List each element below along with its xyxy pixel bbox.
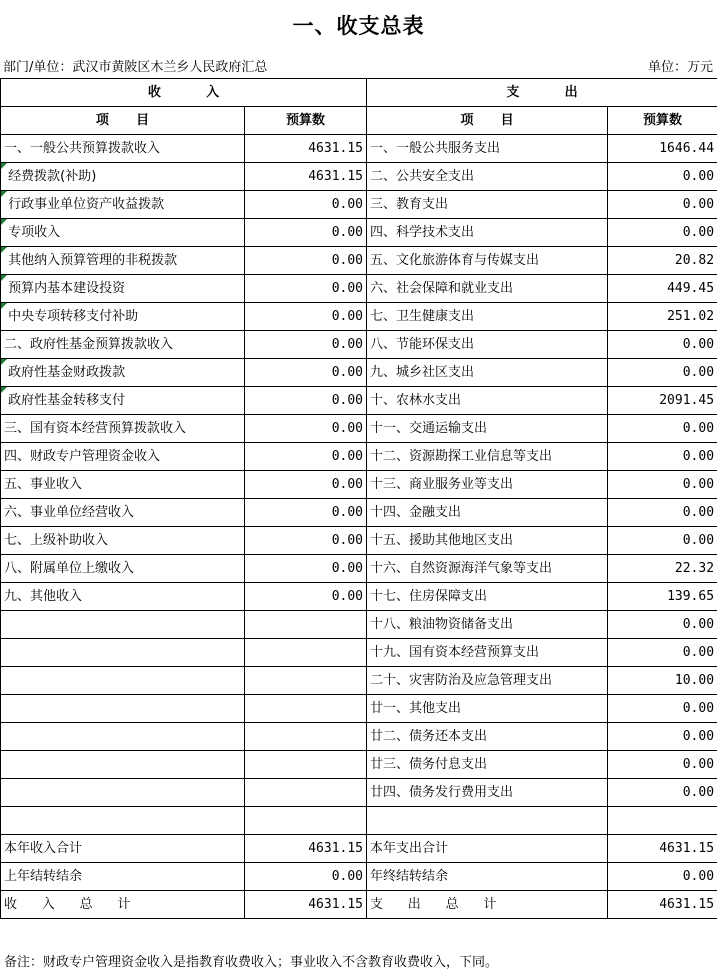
unit-label: 单位：万元 (647, 60, 713, 75)
expense-budget-value: 4631.15 (608, 891, 717, 919)
expense-item-name: 八、节能环保支出 (367, 331, 608, 359)
expense-budget-value: 0.00 (608, 499, 717, 527)
expense-item-name: 廿二、债务还本支出 (367, 723, 608, 751)
table-row (1, 639, 717, 667)
expense-item-name: 二、公共安全支出 (367, 163, 608, 191)
income-budget-value: 0.00 (245, 527, 367, 555)
expense-budget-value: 0.00 (608, 471, 717, 499)
income-item-name: 预算内基本建设投资 (1, 275, 245, 303)
income-budget-value: 0.00 (245, 303, 367, 331)
expense-item-name: 一、一般公共服务支出 (367, 135, 608, 163)
income-budget-value: 0.00 (245, 415, 367, 443)
section-header-row (1, 79, 717, 107)
income-budget-value (245, 807, 367, 835)
expense-item-name: 五、文化旅游体育与传媒支出 (367, 247, 608, 275)
income-item-name: 五、事业收入 (1, 471, 245, 499)
expense-budget-value: 0.00 (608, 359, 717, 387)
income-budget-value: 0.00 (245, 499, 367, 527)
income-item-name (1, 639, 245, 667)
table-row (1, 247, 717, 275)
income-item-name: 中央专项转移支付补助 (1, 303, 245, 331)
expense-item-name: 六、社会保障和就业支出 (367, 275, 608, 303)
income-item-name: 政府性基金财政拨款 (1, 359, 245, 387)
income-budget-value: 4631.15 (245, 135, 367, 163)
income-item-name (1, 751, 245, 779)
expense-item-name: 十、农林水支出 (367, 387, 608, 415)
income-budget-value: 0.00 (245, 387, 367, 415)
expense-item-name: 年终结转结余 (367, 863, 608, 891)
expense-budget-value: 0.00 (608, 191, 717, 219)
expense-item-header: 项 目 (367, 107, 608, 135)
income-budget-value (245, 611, 367, 639)
expense-item-name: 四、科学技术支出 (367, 219, 608, 247)
income-budget-value: 4631.15 (245, 891, 367, 919)
income-budget-value: 0.00 (245, 191, 367, 219)
table-row (1, 303, 717, 331)
table-row (1, 471, 717, 499)
table-row (1, 443, 717, 471)
expense-budget-value: 22.32 (608, 555, 717, 583)
table-row (1, 275, 717, 303)
table-row (1, 387, 717, 415)
expense-item-name: 二十、灾害防治及应急管理支出 (367, 667, 608, 695)
table-row (1, 555, 717, 583)
table-row (1, 219, 717, 247)
table-row (1, 891, 717, 919)
expense-item-name: 十九、国有资本经营预算支出 (367, 639, 608, 667)
income-budget-value: 0.00 (245, 443, 367, 471)
expense-item-name: 九、城乡社区支出 (367, 359, 608, 387)
income-budget-value: 0.00 (245, 331, 367, 359)
income-budget-value (245, 779, 367, 807)
expense-budget-value: 0.00 (608, 695, 717, 723)
income-section-header: 收 入 (1, 79, 367, 107)
income-item-name: 四、财政专户管理资金收入 (1, 443, 245, 471)
expense-item-name: 十八、粮油物资储备支出 (367, 611, 608, 639)
expense-budget-header: 预算数 (608, 107, 717, 135)
income-budget-value: 0.00 (245, 583, 367, 611)
expense-section-header: 支 出 (367, 79, 717, 107)
expense-budget-value: 251.02 (608, 303, 717, 331)
table-row (1, 779, 717, 807)
table-row (1, 583, 717, 611)
income-item-name: 六、事业单位经营收入 (1, 499, 245, 527)
expense-item-name: 十一、交通运输支出 (367, 415, 608, 443)
expense-budget-value: 0.00 (608, 723, 717, 751)
expense-budget-value: 0.00 (608, 443, 717, 471)
expense-budget-value: 1646.44 (608, 135, 717, 163)
income-item-header: 项 目 (1, 107, 245, 135)
income-item-name: 其他纳入预算管理的非税拨款 (1, 247, 245, 275)
expense-item-name: 本年支出合计 (367, 835, 608, 863)
income-item-name: 行政事业单位资产收益拨款 (1, 191, 245, 219)
income-item-name: 七、上级补助收入 (1, 527, 245, 555)
expense-budget-value: 0.00 (608, 639, 717, 667)
table-row (1, 163, 717, 191)
income-budget-value (245, 723, 367, 751)
expense-budget-value: 4631.15 (608, 835, 717, 863)
expense-budget-value: 2091.45 (608, 387, 717, 415)
income-budget-value: 4631.15 (245, 163, 367, 191)
expense-budget-value: 0.00 (608, 331, 717, 359)
income-budget-value: 4631.15 (245, 835, 367, 863)
income-budget-header: 预算数 (245, 107, 367, 135)
expense-item-name: 廿四、债务发行费用支出 (367, 779, 608, 807)
table-row (1, 135, 717, 163)
footnote: 备注：财政专户管理资金收入是指教育收费收入；事业收入不含教育收费收入，下同。 (4, 955, 499, 970)
income-item-name: 九、其他收入 (1, 583, 245, 611)
income-item-name: 八、附属单位上缴收入 (1, 555, 245, 583)
income-item-name (1, 807, 245, 835)
income-budget-value: 0.00 (245, 471, 367, 499)
expense-item-name: 十五、援助其他地区支出 (367, 527, 608, 555)
income-budget-value (245, 667, 367, 695)
income-item-name: 收 入 总 计 (1, 891, 245, 919)
income-item-name: 三、国有资本经营预算拨款收入 (1, 415, 245, 443)
expense-budget-value: 0.00 (608, 163, 717, 191)
income-item-name: 本年收入合计 (1, 835, 245, 863)
table-row (1, 611, 717, 639)
expense-budget-value: 0.00 (608, 415, 717, 443)
income-item-name (1, 723, 245, 751)
income-item-name: 政府性基金转移支付 (1, 387, 245, 415)
table-row (1, 331, 717, 359)
expense-item-name: 十三、商业服务业等支出 (367, 471, 608, 499)
income-item-name (1, 695, 245, 723)
table-row (1, 863, 717, 891)
income-budget-value: 0.00 (245, 555, 367, 583)
table-row (1, 835, 717, 863)
expense-budget-value: 0.00 (608, 527, 717, 555)
income-budget-value: 0.00 (245, 275, 367, 303)
expense-item-name: 支 出 总 计 (367, 891, 608, 919)
income-budget-value (245, 695, 367, 723)
expense-item-name: 十四、金融支出 (367, 499, 608, 527)
expense-budget-value: 0.00 (608, 219, 717, 247)
expense-budget-value: 0.00 (608, 611, 717, 639)
expense-budget-value: 10.00 (608, 667, 717, 695)
report-meta (0, 50, 717, 78)
department-label: 部门/单位：武汉市黄陂区木兰乡人民政府汇总 (3, 60, 268, 75)
expense-budget-value: 0.00 (608, 751, 717, 779)
table-row (1, 191, 717, 219)
table-row (1, 499, 717, 527)
expense-budget-value (608, 807, 717, 835)
income-budget-value (245, 751, 367, 779)
income-item-name (1, 667, 245, 695)
page-title: 一、收支总表 (292, 13, 425, 38)
expense-budget-value: 449.45 (608, 275, 717, 303)
table-row (1, 723, 717, 751)
income-budget-value: 0.00 (245, 247, 367, 275)
budget-summary-table (0, 78, 717, 919)
income-item-name (1, 779, 245, 807)
table-row (1, 359, 717, 387)
income-budget-value: 0.00 (245, 219, 367, 247)
column-header-row (1, 107, 717, 135)
expense-budget-value: 0.00 (608, 863, 717, 891)
income-item-name: 二、政府性基金预算拨款收入 (1, 331, 245, 359)
expense-item-name: 廿三、债务付息支出 (367, 751, 608, 779)
income-budget-value: 0.00 (245, 359, 367, 387)
income-item-name: 经费拨款(补助) (1, 163, 245, 191)
expense-budget-value: 139.65 (608, 583, 717, 611)
expense-item-name: 廿一、其他支出 (367, 695, 608, 723)
income-budget-value: 0.00 (245, 863, 367, 891)
table-row (1, 415, 717, 443)
income-budget-value (245, 639, 367, 667)
expense-item-name: 十六、自然资源海洋气象等支出 (367, 555, 608, 583)
income-item-name: 一、一般公共预算拨款收入 (1, 135, 245, 163)
income-item-name: 上年结转结余 (1, 863, 245, 891)
expense-item-name: 七、卫生健康支出 (367, 303, 608, 331)
income-item-name: 专项收入 (1, 219, 245, 247)
expense-item-name: 十二、资源勘探工业信息等支出 (367, 443, 608, 471)
expense-budget-value: 0.00 (608, 779, 717, 807)
table-row (1, 695, 717, 723)
expense-item-name: 十七、住房保障支出 (367, 583, 608, 611)
expense-item-name: 三、教育支出 (367, 191, 608, 219)
table-row (1, 527, 717, 555)
income-item-name (1, 611, 245, 639)
expense-item-name (367, 807, 608, 835)
expense-budget-value: 20.82 (608, 247, 717, 275)
table-row (1, 751, 717, 779)
table-row (1, 807, 717, 835)
table-row (1, 667, 717, 695)
